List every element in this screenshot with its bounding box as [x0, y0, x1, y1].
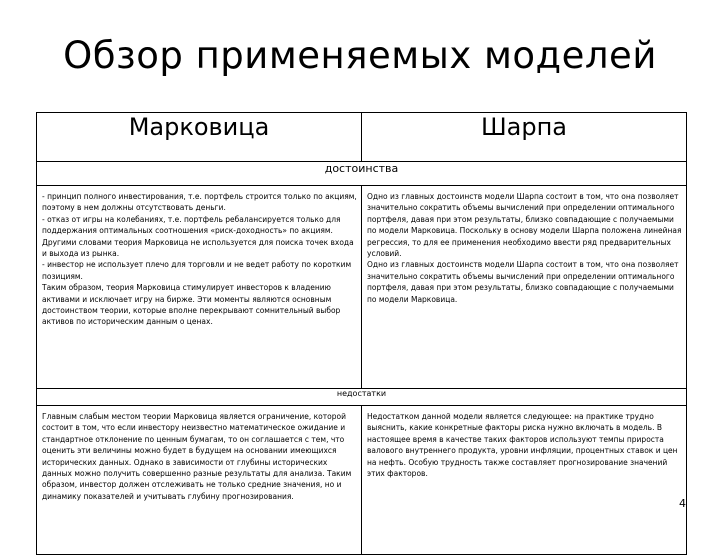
sharpe-advantages-cell — [362, 186, 687, 389]
sharpe-disadvantages-cell — [362, 406, 687, 555]
models-comparison-table — [36, 112, 687, 555]
table-row-advantages — [37, 186, 687, 389]
section-label-advantages: достоинства — [37, 162, 687, 186]
markowitz-advantage-paragraph: Таким образом, теория Марковица стимулирует инвесторов к владению активами и исключает игру на бирже. Эти моменты являются основным достоинством теории, которые вполне перекрывают сомнительный выбор активов по историческим данным о ценах. — [42, 283, 341, 327]
table-row-disadvantages — [37, 406, 687, 555]
table-header-row — [37, 113, 687, 162]
markowitz-disadvantage-paragraph: Главным слабым местом теории Марковица является ограничение, которой состоит в том, что если инвестору неизвестно математическое ожидание и стандартное отклонение по ценным бумагам, то он соглашается с тем, что оценить эти величины можно будет в будущем на основании имеющихся исторических данных. Однако в зависимости от глубины исторических данных можно получить совершенно разные результаты для анализа. Таким образом, инвестор должен отслеживать не только средние значения, но и динамику показателей и учитывать глубину прогнозирования. — [42, 412, 352, 501]
markowitz-advantages-cell — [37, 186, 362, 389]
section-row-advantages — [37, 162, 687, 186]
sharpe-disadvantage-paragraph: Недостатком данной модели является следующее: на практике трудно выяснить, какие конкретные факторы риска нужно включать в модель. В настоящее время в качестве таких факторов используют темпы прироста валового внутреннего продукта, уровни инфляции, процентных ставок и цен на нефть. Особую трудность также составляет прогнозирование значений этих факторов. — [367, 412, 678, 479]
column-header-markowitz: Марковица — [37, 113, 362, 162]
markowitz-advantage-paragraph: - инвестор не использует плечо для торговли и не ведет работу по коротким позициям. — [42, 260, 352, 281]
section-label-disadvantages: недостатки — [37, 389, 687, 406]
markowitz-advantage-paragraph: - отказ от игры на колебаниях, т.е. портфель ребалансируется только для поддержания оптимальных соотношения «риск-доходность» по акциям. Другими словами теория Марковица не используется для поиска точек входа и выхода из рынка. — [42, 214, 354, 259]
markowitz-advantage-paragraph: - принцип полного инвестирования, т.е. портфель строится только по акциям, поэтому в нем должны отсутствовать деньги. — [42, 192, 357, 213]
slide-title: Обзор применяемых моделей — [63, 34, 657, 77]
column-header-sharpe: Шарпа — [362, 113, 687, 162]
sharpe-advantage-paragraph: Одно из главных достоинств модели Шарпа состоит в том, что она позволяет значительно сократить объемы вычислений при определении оптимального портфеля, давая при этом результаты, близко совпадающие с получаемыми по модели Марковица. — [367, 260, 679, 304]
page-number: 4 — [679, 497, 686, 510]
markowitz-disadvantages-cell — [37, 406, 362, 555]
section-row-disadvantages — [37, 389, 687, 406]
sharpe-advantage-paragraph: Одно из главных достоинств модели Шарпа состоит в том, что она позволяет значительно сократить объемы вычислений при определении оптимального портфеля, давая при этом результаты, близко совпадающие с получаемыми по модели Марковица. Поскольку в основу модели Шарпа положена линейная регрессия, то для ее применения необходимо ввести ряд предварительных условий. — [367, 192, 682, 259]
